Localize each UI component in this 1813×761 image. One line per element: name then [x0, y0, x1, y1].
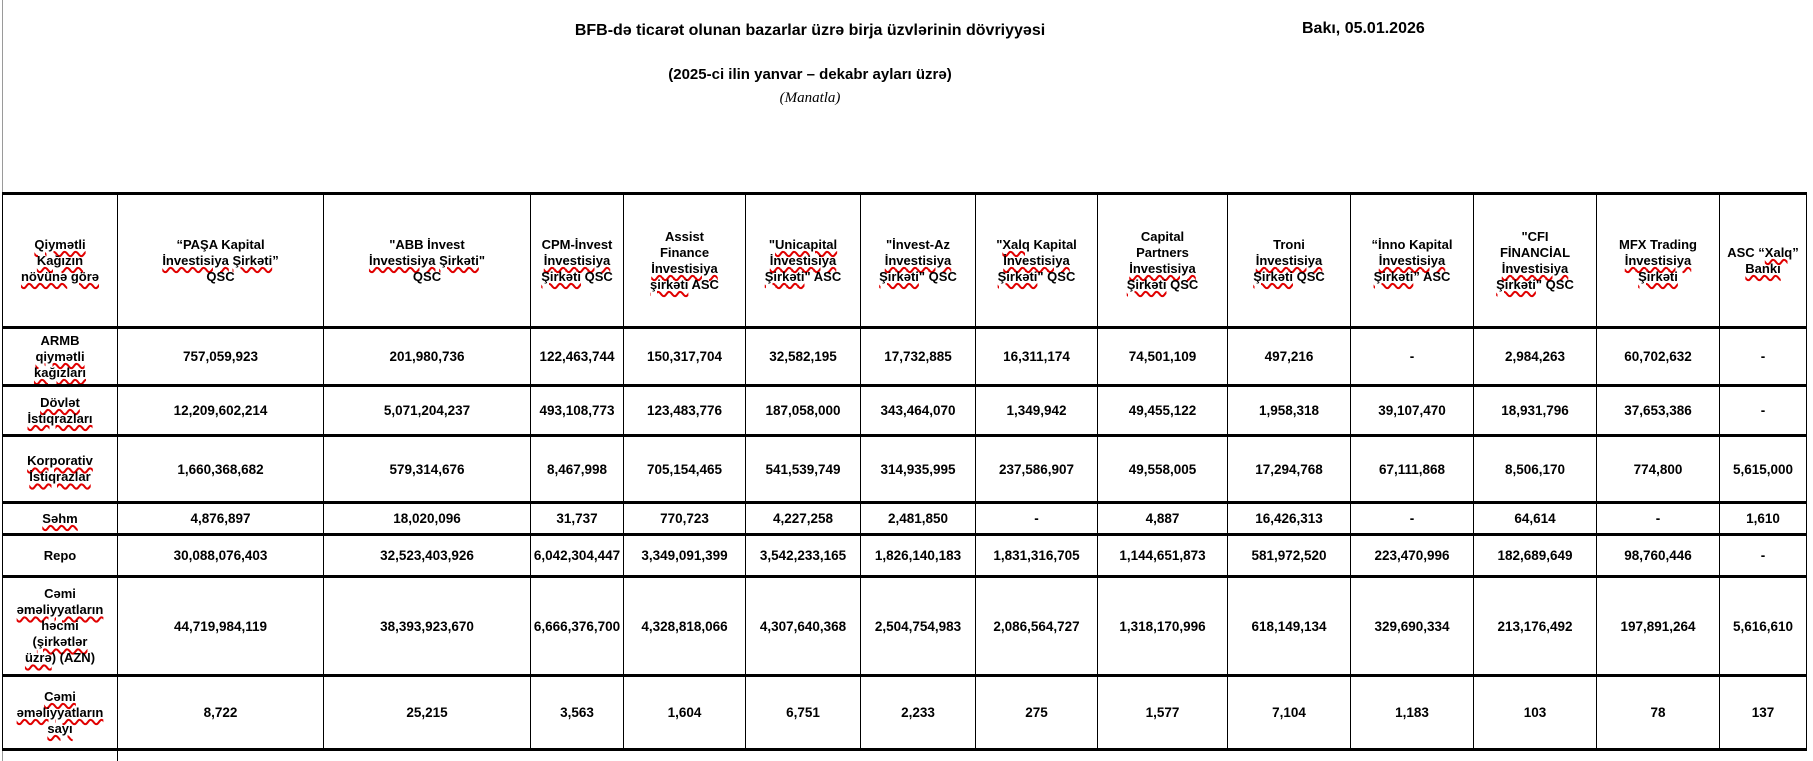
value-cell-total-count-unicapital: 6,751: [746, 676, 861, 750]
value-cell-shares-asc-xalq-banki: 1,610: [1720, 503, 1807, 535]
value-cell-government-bonds-cpm-invest: 493,108,773: [531, 386, 624, 436]
value-cell-total-volume-mfx-trading: 197,891,264: [1597, 577, 1720, 676]
table-row-shares: [3, 503, 1807, 535]
value-cell-repo-cpm-invest: 6,042,304,447: [531, 535, 624, 577]
unit-note: (Manatla): [779, 90, 841, 106]
value-cell-shares-invest-az: 2,481,850: [861, 503, 976, 535]
value-cell-total-count-capital-partners: 1,577: [1098, 676, 1228, 750]
value-cell-total-volume-xalq-kapital: 2,086,564,727: [976, 577, 1098, 676]
value-cell-repo-abb-invest: 32,523,403,926: [324, 535, 531, 577]
header-cell-pasha-kapital: “PAŞA Kapital İnvestisiya Şirkəti” QSC: [118, 194, 324, 328]
header-cell-abb-invest: "ABB İnvest İnvestisiya Şirkəti" QSC: [324, 194, 531, 328]
value-cell-government-bonds-invest-az: 343,464,070: [861, 386, 976, 436]
value-cell-corporate-bonds-mfx-trading: 774,800: [1597, 436, 1720, 503]
header-cell-security-type: Qiymətli Kağızın növünə görə: [3, 194, 118, 328]
value-cell-government-bonds-capital-partners: 49,455,122: [1098, 386, 1228, 436]
value-cell-corporate-bonds-pasha-kapital: 1,660,368,682: [118, 436, 324, 503]
value-cell-armb-securities-pasha-kapital: 757,059,923: [118, 328, 324, 386]
value-cell-corporate-bonds-unicapital: 541,539,749: [746, 436, 861, 503]
value-cell-government-bonds-cfi-financial: 18,931,796: [1474, 386, 1597, 436]
value-cell-corporate-bonds-inno-kapital: 67,111,868: [1351, 436, 1474, 503]
value-cell-government-bonds-inno-kapital: 39,107,470: [1351, 386, 1474, 436]
header-cell-invest-az: "İnvest-Az İnvestisiya Şirkəti" QSC: [861, 194, 976, 328]
value-cell-government-bonds-pasha-kapital: 12,209,602,214: [118, 386, 324, 436]
value-cell-repo-xalq-kapital: 1,831,316,705: [976, 535, 1098, 577]
value-cell-shares-unicapital: 4,227,258: [746, 503, 861, 535]
value-cell-total-count-pasha-kapital: 8,722: [118, 676, 324, 750]
value-cell-armb-securities-cfi-financial: 2,984,263: [1474, 328, 1597, 386]
value-cell-corporate-bonds-capital-partners: 49,558,005: [1098, 436, 1228, 503]
value-cell-armb-securities-unicapital: 32,582,195: [746, 328, 861, 386]
value-cell-corporate-bonds-invest-az: 314,935,995: [861, 436, 976, 503]
value-cell-armb-securities-capital-partners: 74,501,109: [1098, 328, 1228, 386]
value-cell-repo-assist-finance: 3,349,091,399: [624, 535, 746, 577]
header-cell-cpm-invest: CPM-İnvest İnvestisiya Şirkəti QSC: [531, 194, 624, 328]
value-cell-government-bonds-troni: 1,958,318: [1228, 386, 1351, 436]
value-cell-armb-securities-troni: 497,216: [1228, 328, 1351, 386]
value-cell-total-count-cpm-invest: 3,563: [531, 676, 624, 750]
header-cell-capital-partners: Capital Partners İnvestisiya Şirkəti QSC: [1098, 194, 1228, 328]
table-row-total-count: [3, 676, 1807, 750]
row-label-repo: Repo: [3, 535, 118, 577]
report-date: Bakı, 05.01.2026: [1302, 20, 1425, 37]
row-label-total-volume: Cəmi əməliyyatların həcmi (şirkətlər üzrə) (AZN): [3, 577, 118, 676]
value-cell-corporate-bonds-assist-finance: 705,154,465: [624, 436, 746, 503]
value-cell-total-volume-inno-kapital: 329,690,334: [1351, 577, 1474, 676]
row-label-government-bonds: Dövlət İstiqrazları: [3, 386, 118, 436]
row-label-total-count: Cəmi əməliyyatların sayı: [3, 676, 118, 750]
value-cell-corporate-bonds-cpm-invest: 8,467,998: [531, 436, 624, 503]
value-cell-total-volume-abb-invest: 38,393,923,670: [324, 577, 531, 676]
value-cell-repo-mfx-trading: 98,760,446: [1597, 535, 1720, 577]
value-cell-total-volume-asc-xalq-banki: 5,616,610: [1720, 577, 1807, 676]
value-cell-government-bonds-mfx-trading: 37,653,386: [1597, 386, 1720, 436]
value-cell-total-count-assist-finance: 1,604: [624, 676, 746, 750]
header-cell-asc-xalq-banki: ASC “Xalq” Bankı: [1720, 194, 1807, 328]
value-cell-armb-securities-invest-az: 17,732,885: [861, 328, 976, 386]
value-cell-repo-unicapital: 3,542,233,165: [746, 535, 861, 577]
value-cell-shares-cpm-invest: 31,737: [531, 503, 624, 535]
value-cell-government-bonds-abb-invest: 5,071,204,237: [324, 386, 531, 436]
value-cell-total-volume-assist-finance: 4,328,818,066: [624, 577, 746, 676]
value-cell-government-bonds-unicapital: 187,058,000: [746, 386, 861, 436]
value-cell-shares-inno-kapital: -: [1351, 503, 1474, 535]
value-cell-repo-pasha-kapital: 30,088,076,403: [118, 535, 324, 577]
value-cell-total-volume-invest-az: 2,504,754,983: [861, 577, 976, 676]
table-row-repo: [3, 535, 1807, 577]
value-cell-armb-securities-assist-finance: 150,317,704: [624, 328, 746, 386]
table-row-corporate-bonds: [3, 436, 1807, 503]
header-cell-cfi-financial: "CFI FİNANCİAL İnvestisiya Şirkəti" QSC: [1474, 194, 1597, 328]
value-cell-total-count-troni: 7,104: [1228, 676, 1351, 750]
value-cell-total-volume-unicapital: 4,307,640,368: [746, 577, 861, 676]
header-cell-assist-finance: Assist Finance İnvestisiya şirkəti ASC: [624, 194, 746, 328]
value-cell-government-bonds-assist-finance: 123,483,776: [624, 386, 746, 436]
value-cell-shares-mfx-trading: -: [1597, 503, 1720, 535]
header-cell-troni: Troni İnvestisiya Şirkəti QSC: [1228, 194, 1351, 328]
table-row-total-volume: [3, 577, 1807, 676]
header-cell-mfx-trading: MFX Trading İnvestisiya Şirkəti: [1597, 194, 1720, 328]
row-label-shares: Səhm: [3, 503, 118, 535]
value-cell-government-bonds-xalq-kapital: 1,349,942: [976, 386, 1098, 436]
value-cell-corporate-bonds-troni: 17,294,768: [1228, 436, 1351, 503]
value-cell-total-count-inno-kapital: 1,183: [1351, 676, 1474, 750]
value-cell-government-bonds-asc-xalq-banki: -: [1720, 386, 1807, 436]
value-cell-total-count-abb-invest: 25,215: [324, 676, 531, 750]
page-subtitle: (2025-ci ilin yanvar – dekabr ayları üzrə): [668, 66, 952, 83]
value-cell-total-volume-capital-partners: 1,318,170,996: [1098, 577, 1228, 676]
value-cell-shares-assist-finance: 770,723: [624, 503, 746, 535]
value-cell-repo-cfi-financial: 182,689,649: [1474, 535, 1597, 577]
value-cell-armb-securities-xalq-kapital: 16,311,174: [976, 328, 1098, 386]
header-cell-xalq-kapital: "Xalq Kapital İnvestisiya Şirkəti" QSC: [976, 194, 1098, 328]
value-cell-total-volume-cfi-financial: 213,176,492: [1474, 577, 1597, 676]
page-title: BFB-də ticarət olunan bazarlar üzrə birja üzvlərinin dövriyyəsi: [574, 22, 1046, 39]
value-cell-repo-invest-az: 1,826,140,183: [861, 535, 976, 577]
value-cell-armb-securities-mfx-trading: 60,702,632: [1597, 328, 1720, 386]
value-cell-total-count-cfi-financial: 103: [1474, 676, 1597, 750]
value-cell-shares-pasha-kapital: 4,876,897: [118, 503, 324, 535]
value-cell-total-count-asc-xalq-banki: 137: [1720, 676, 1807, 750]
value-cell-repo-capital-partners: 1,144,651,873: [1098, 535, 1228, 577]
value-cell-shares-capital-partners: 4,887: [1098, 503, 1228, 535]
table-header-row: [3, 194, 1807, 328]
exchange-table: [2, 192, 1807, 751]
table-body: [3, 194, 1807, 750]
value-cell-total-count-invest-az: 2,233: [861, 676, 976, 750]
value-cell-armb-securities-abb-invest: 201,980,736: [324, 328, 531, 386]
header-cell-unicapital: "Unicapital İnvestisiya Şirkəti" ASC: [746, 194, 861, 328]
value-cell-armb-securities-asc-xalq-banki: -: [1720, 328, 1807, 386]
header-cell-inno-kapital: “İnno Kapital İnvestisiya Şirkəti” ASC: [1351, 194, 1474, 328]
value-cell-armb-securities-cpm-invest: 122,463,744: [531, 328, 624, 386]
value-cell-shares-troni: 16,426,313: [1228, 503, 1351, 535]
value-cell-total-volume-pasha-kapital: 44,719,984,119: [118, 577, 324, 676]
value-cell-corporate-bonds-xalq-kapital: 237,586,907: [976, 436, 1098, 503]
value-cell-corporate-bonds-cfi-financial: 8,506,170: [1474, 436, 1597, 503]
value-cell-shares-xalq-kapital: -: [976, 503, 1098, 535]
value-cell-repo-inno-kapital: 223,470,996: [1351, 535, 1474, 577]
value-cell-corporate-bonds-abb-invest: 579,314,676: [324, 436, 531, 503]
value-cell-armb-securities-inno-kapital: -: [1351, 328, 1474, 386]
table-row-government-bonds: [3, 386, 1807, 436]
value-cell-total-volume-cpm-invest: 6,666,376,700: [531, 577, 624, 676]
value-cell-shares-cfi-financial: 64,614: [1474, 503, 1597, 535]
value-cell-shares-abb-invest: 18,020,096: [324, 503, 531, 535]
value-cell-total-count-xalq-kapital: 275: [976, 676, 1098, 750]
value-cell-total-count-mfx-trading: 78: [1597, 676, 1720, 750]
row-label-armb-securities: ARMB qiymətli kağızları: [3, 328, 118, 386]
value-cell-repo-troni: 581,972,520: [1228, 535, 1351, 577]
table-row-armb-securities: [3, 328, 1807, 386]
value-cell-total-volume-troni: 618,149,134: [1228, 577, 1351, 676]
value-cell-corporate-bonds-asc-xalq-banki: 5,615,000: [1720, 436, 1807, 503]
row-label-corporate-bonds: Korporativ İstiqrazlar: [3, 436, 118, 503]
value-cell-repo-asc-xalq-banki: -: [1720, 535, 1807, 577]
